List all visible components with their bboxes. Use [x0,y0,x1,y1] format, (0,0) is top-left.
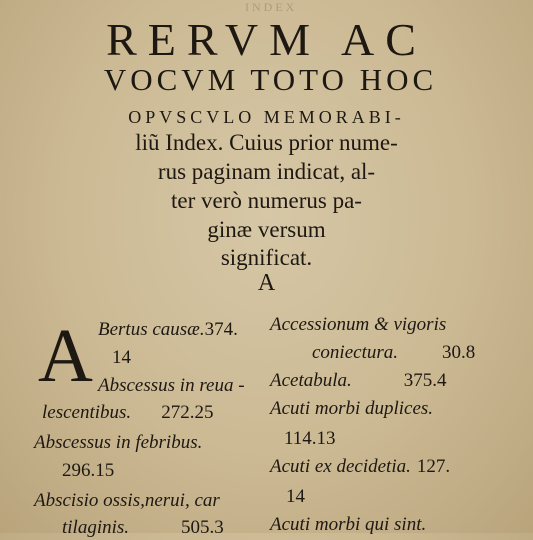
index-entry: Abscessus in reua - [98,375,245,396]
drop-cap: A [38,314,93,398]
index-entry: Abscisio ossis,nerui, car [34,490,220,511]
bleed-through-text: I N D E X [245,0,295,14]
index-entry [42,401,213,425]
index-entry: Acuti morbi duplices. [270,398,434,419]
entry-number: 14 [286,486,305,507]
entry-text: tilaginis. [62,517,130,538]
index-entry: Accessionum & vigoris [270,314,447,335]
entry-number: 375.4 [403,370,447,391]
entry-number: 505.3 [181,517,224,538]
index-entry [62,516,224,540]
index-entry: Abscessus in febribus. [34,432,203,453]
entry-text: Bertus causæ. [98,319,205,340]
index-entry [312,341,475,365]
entry-number: 374. [204,319,238,340]
subtitle-line-4: ginæ versum [207,217,326,242]
index-entry [270,455,450,479]
subtitle-line-1: liũ Index. Cuius prior nume- [135,130,398,155]
entry-text: Acuti ex decidetia. [270,456,411,477]
entry-number: 127. [416,456,451,477]
entry-number: 30.8 [442,342,476,363]
title-line-2: VOCVM TOTO HOC [103,62,438,97]
entry-number: 114.13 [284,428,336,449]
entry-text: coniectura. [312,342,399,363]
entry-text: lescentibus. [42,402,132,423]
index-entry [98,318,238,342]
index-entry: Acuti morbi qui sint. [270,514,427,535]
subtitle-line-2: rus paginam indicat, al- [157,159,376,184]
entry-number: 272.25 [161,402,214,423]
title-line-1: RERVM AC [106,14,427,65]
entry-text: Acetabula. [270,370,352,391]
subtitle-line-3: ter verò numerus pa- [171,188,362,213]
entry-number: 14 [112,347,131,368]
title-line-3: OPVSCVLO MEMORABI- [128,107,405,127]
subtitle-line-5: significat. [220,245,313,270]
entry-number: 296.15 [62,460,115,481]
section-letter: A [257,270,276,296]
index-entry [270,369,447,393]
